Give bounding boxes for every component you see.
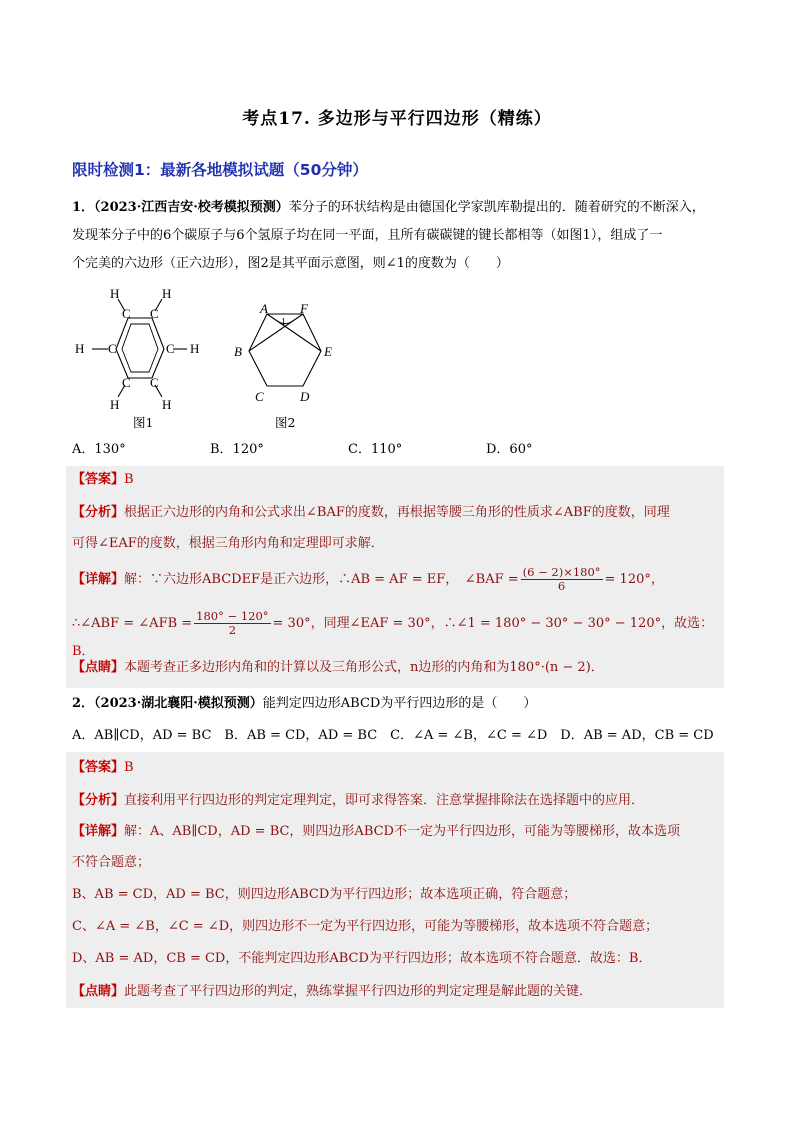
benzene-c2: C	[150, 306, 159, 321]
q2-detail-a	[72, 818, 724, 846]
q1-stem-line3: 个完美的六边形（正六边形），图2是其平面示意图，则∠1的度数为（ ）	[72, 256, 509, 271]
q1-analysis-line1: 根据正六边形的内角和公式求出∠BAF的度数，再根据等腰三角形的性质求∠ABF的度数，同理	[124, 505, 670, 520]
q2-answer-tag: 【答案】	[72, 760, 125, 775]
q2-comment-text: 此题考查了平行四边形的判定，熟练掌握平行四边形的判定定理是解此题的关键．	[124, 984, 593, 999]
q2-analysis-tag: 【分析】	[72, 793, 125, 808]
angle-1-label: 1	[281, 317, 286, 328]
q1-analysis-tag: 【分析】	[72, 505, 125, 520]
q1-answer	[72, 466, 724, 494]
figure2-caption: 图2	[275, 415, 296, 430]
vertex-c-label: C	[255, 389, 264, 404]
q2-answer-value: B	[124, 760, 134, 775]
q1-comment	[72, 654, 724, 682]
q2-detail-d-text: D、AB = AD，CB = CD，不能判定四边形ABCD为平行四边形；故本选项不符合题意．故选：	[72, 951, 629, 966]
q1-stem-line1	[72, 194, 724, 222]
q1-frac1-num: (6 − 2)×180°	[522, 565, 601, 579]
vertex-b-label: B	[234, 344, 242, 359]
vertex-a-label: A	[260, 301, 268, 316]
benzene-c4: C	[166, 341, 175, 356]
benzene-h4: H	[190, 341, 200, 356]
benzene-h2: H	[162, 286, 172, 301]
section-title: 限时检测1：最新各地模拟试题（50分钟）	[72, 161, 368, 179]
q1-options	[72, 438, 724, 462]
page-title: 考点17. 多边形与平行四边形（精练）	[242, 109, 552, 129]
benzene-h5: H	[110, 397, 120, 412]
vertex-d-label: D	[300, 389, 310, 404]
vertex-e-label: E	[324, 344, 332, 359]
q1-stem-line2: 发现苯分子中的6个碳原子与6个氢原子均在同一平面，且所有碳碳键的键长都相等（如图1），组成了一	[72, 228, 663, 243]
q2-stem-text: 能判定四边形ABCD为平行四边形的是（ ）	[262, 696, 537, 711]
q2-comment-tag: 【点睛】	[72, 984, 125, 999]
q1-frac2-den: 2	[228, 623, 237, 637]
q1-answer-tag: 【答案】	[72, 472, 125, 487]
q2-detail-d-answer: B．	[628, 951, 652, 966]
q2-detail-d	[72, 945, 724, 973]
figure1-caption: 图1	[133, 415, 154, 430]
q1-option-a[interactable]: A．130°	[72, 442, 126, 457]
benzene-c5: C	[122, 375, 131, 390]
q1-fraction-1	[521, 566, 603, 593]
q1-detail-1a: 解：∵六边形ABCDEF是正六边形，∴AB = AF = EF， ∠BAF =	[124, 572, 519, 587]
q2-analysis	[72, 787, 724, 815]
q1-comment-text: 本题考查正多边形内角和的计算以及三角形公式，n边形的内角和为180°·(n − 2)．	[124, 660, 604, 675]
q1-text-1: 苯分子的环状结构是由德国化学家凯库勒提出的．随着研究的不断深入，	[288, 200, 705, 215]
q1-detail-line1	[72, 566, 724, 594]
benzene-c6: C	[150, 375, 159, 390]
benzene-structure-figure	[70, 283, 220, 413]
q2-options[interactable]: A．AB∥CD，AD = BC B．AB = CD，AD = BC C．∠A = ∠B，∠C = ∠D D．AB = AD，CB = CD	[72, 728, 714, 743]
q1-detail-tag: 【详解】	[72, 572, 125, 587]
q1-number: 1．	[72, 200, 95, 215]
q2-comment	[72, 978, 724, 1006]
q2-source: （2023·湖北襄阳·模拟预测）	[94, 696, 263, 711]
q2-analysis-text: 直接利用平行四边形的判定定理判定，即可求得答案．注意掌握排除法在选择题中的应用．	[124, 793, 645, 808]
benzene-c1: C	[122, 306, 131, 321]
q1-detail-2b: = 30°，同理∠EAF = 30°，∴∠1 = 180° − 30° − 30° − 120°，故选：	[272, 616, 714, 631]
q1-analysis-line2: 可得∠EAF的度数，根据三角形内角和定理即可求解．	[72, 536, 384, 551]
benzene-c3: C	[108, 341, 117, 356]
q1-analysis	[72, 499, 724, 527]
q1-option-b[interactable]: B．120°	[210, 442, 264, 457]
vertex-f-label: F	[300, 301, 308, 316]
q1-detail-1b: = 120°，	[604, 572, 664, 587]
q2-detail-b: B、AB = CD，AD = BC，则四边形ABCD为平行四边形；故本选项正确，符合题意；	[72, 887, 577, 902]
q2-detail-a2: 不符合题意；	[72, 855, 151, 870]
q1-detail-2c: B．	[72, 644, 95, 659]
q1-comment-tag: 【点睛】	[72, 660, 125, 675]
q2-detail-tag: 【详解】	[72, 824, 125, 839]
benzene-h1: H	[110, 286, 120, 301]
q2-stem	[72, 690, 724, 718]
q2-answer	[72, 754, 724, 782]
q1-answer-value: B	[124, 472, 134, 487]
q1-option-c[interactable]: C．110°	[348, 442, 403, 457]
q2-detail-a1: 解：A、AB∥CD，AD = BC，则四边形ABCD不一定为平行四边形，可能为等腰梯形，故本选项	[124, 824, 680, 839]
q1-source: （2023·江西吉安·校考模拟预测）	[94, 200, 289, 215]
benzene-h6: H	[162, 397, 172, 412]
benzene-h3: H	[75, 341, 85, 356]
q1-option-d[interactable]: D．60°	[486, 442, 533, 457]
hexagon-figure	[225, 298, 345, 408]
q1-frac2-num: 180° − 120°	[196, 609, 269, 623]
q1-frac1-den: 6	[557, 579, 566, 593]
q2-detail-c: C、∠A = ∠B，∠C = ∠D，则四边形不一定为平行四边形，可能为等腰梯形，故本选项不符合题意；	[72, 919, 659, 934]
q2-number: 2．	[72, 696, 95, 711]
q1-detail-2a: ∴∠ABF = ∠AFB =	[72, 616, 193, 631]
q1-fraction-2	[194, 610, 270, 637]
